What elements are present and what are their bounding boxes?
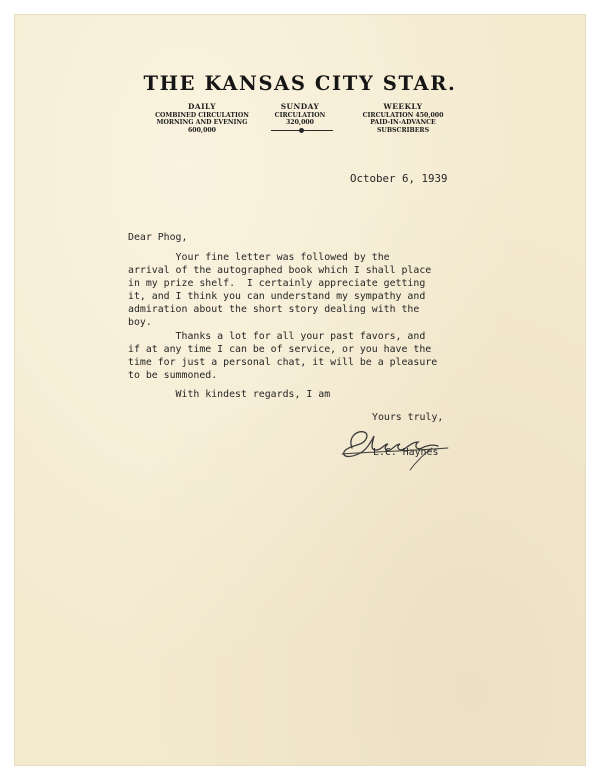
typed-signature-name: L.C. Haynes: [373, 447, 439, 458]
circulation-figure: 600,000: [188, 126, 216, 134]
circulation-line: COMBINED CIRCULATION: [155, 111, 249, 119]
body-paragraph: With kindest regards, I am: [128, 389, 331, 400]
salutation: Dear Phog,: [128, 232, 188, 243]
circulation-line: CIRCULATION: [274, 111, 326, 119]
letterhead-ornament: [299, 128, 304, 133]
body-paragraph: Your fine letter was followed by the arrival of the autographed book which I shall place in my prize shelf. I certainly appreciate getting it, and I think you can understand my sympathy and admiration about the short story dealing with the boy.: [128, 252, 432, 328]
circulation-line: MORNING AND EVENING: [156, 119, 248, 127]
circulation-line: CIRCULATION 450,000: [362, 111, 444, 119]
daily-circulation: [140, 103, 264, 134]
circulation-heading: DAILY: [187, 102, 217, 111]
letter-date: October 6, 1939: [350, 172, 448, 185]
circulation-heading: WEEKLY: [383, 102, 423, 111]
circulation-line: SUBSCRIBERS: [376, 126, 430, 134]
circulation-heading: SUNDAY: [280, 102, 320, 111]
newspaper-masthead: THE KANSAS CITY STAR.: [143, 72, 457, 95]
weekly-circulation: [340, 103, 466, 134]
circulation-figure: 320,000: [286, 119, 314, 127]
complimentary-closing: Yours truly,: [372, 412, 444, 423]
body-paragraph: Thanks a lot for all your past favors, and if at any time I can be of service, or you have the time for just a personal chat, it will be a pleasure to be summoned.: [128, 331, 438, 381]
sunday-circulation: [262, 103, 338, 127]
circulation-line: PAID-IN-ADVANCE: [370, 119, 436, 127]
